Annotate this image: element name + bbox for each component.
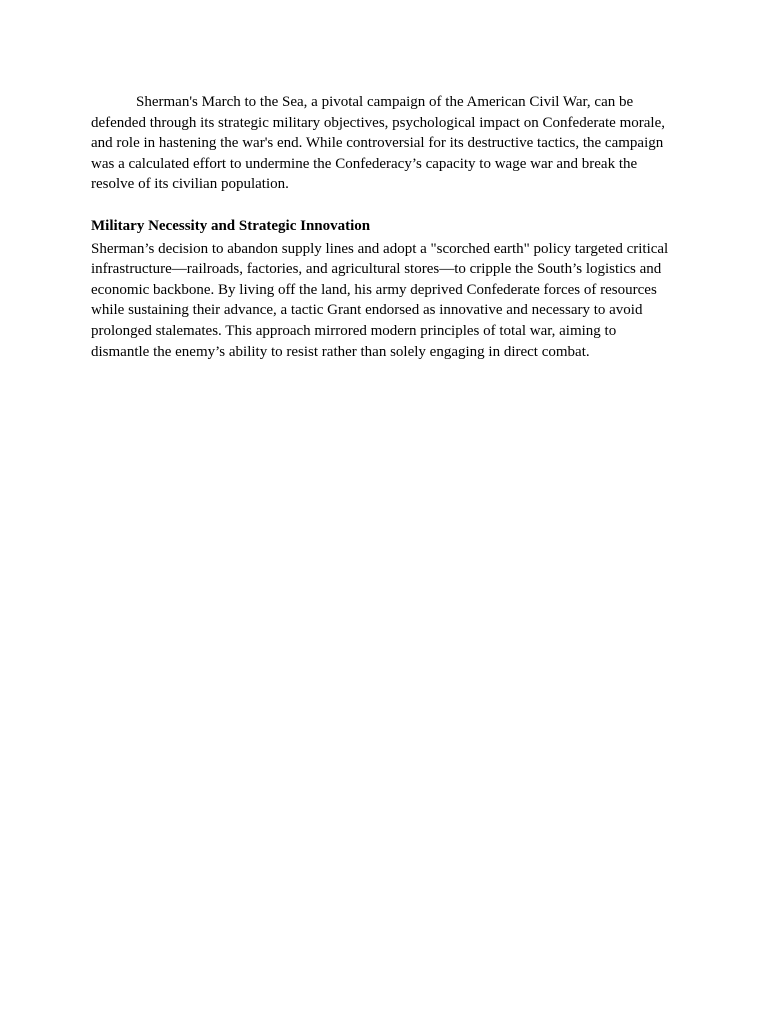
section-body-paragraph: Sherman’s decision to abandon supply lines and adopt a "scorched earth" policy targeted critical infrastructure—railroads, factories, and agricultural stores—to cripple the South’s logistics and economic backbone. By living off the land, his army deprived Confederate forces of resources while sustaining their advance, a tactic Grant endorsed as innovative and necessary to avoid prolonged stalemates. This approach mirrored modern principles of total war, aiming to dismantle the enemy’s ability to resist rather than solely engaging in direct combat. (91, 240, 669, 360)
section-military-necessity (91, 216, 676, 362)
section-heading: Military Necessity and Strategic Innovation (91, 217, 371, 234)
intro-paragraph: Sherman's March to the Sea, a pivotal campaign of the American Civil War, can be defended through its strategic military objectives, psychological impact on Confederate morale, and role in hastening the war's end. While controversial for its destructive tactics, the campaign was a calculated effort to undermine the Confederacy’s capacity to wage war and break the resolve of its civilian population. (91, 94, 665, 193)
document-body (91, 92, 676, 362)
